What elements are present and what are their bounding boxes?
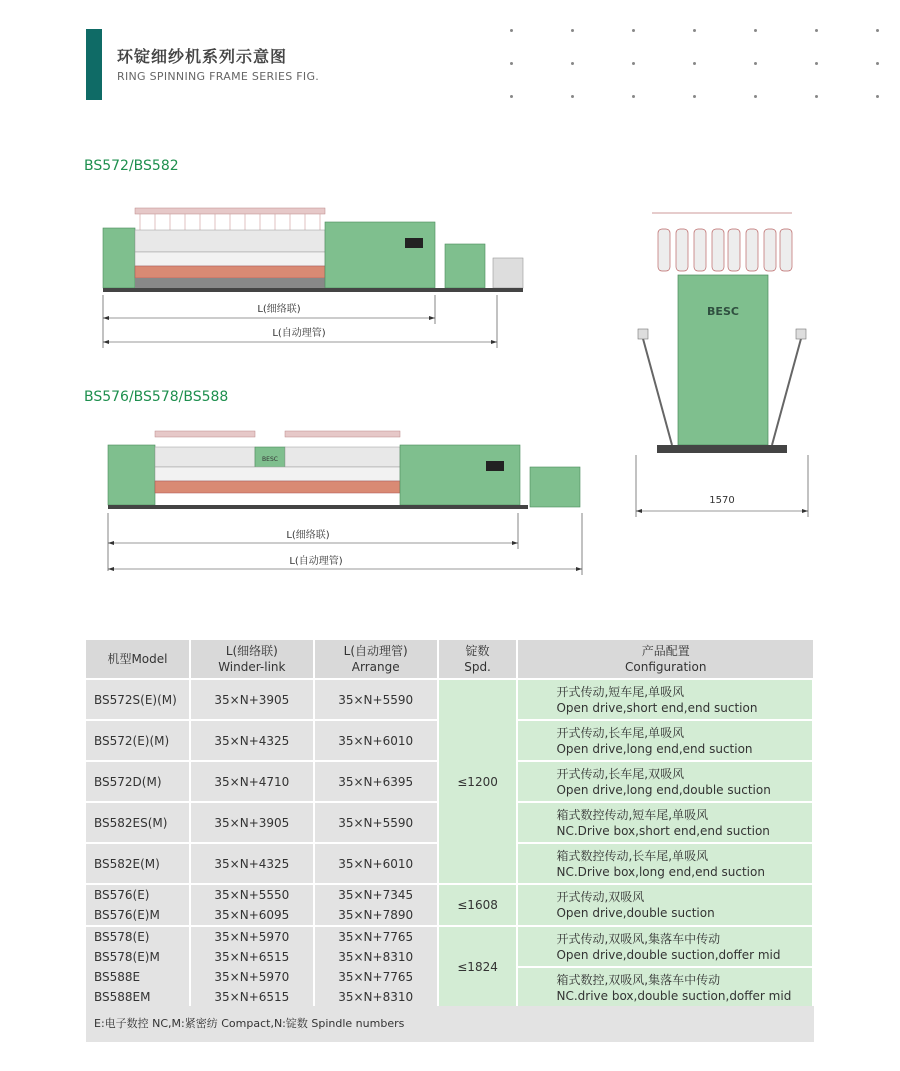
- cell-winder: 35×N+5550: [190, 884, 314, 905]
- dim-label-arrange: L(自动理管): [272, 328, 326, 339]
- decorative-dot: [632, 62, 635, 65]
- decorative-dot: [510, 62, 513, 65]
- cell-config: 开式传动,长车尾,双吸风 Open drive,long end,double suction: [517, 761, 813, 802]
- cell-arrange: 35×N+7890: [314, 905, 438, 926]
- decorative-dot: [876, 95, 879, 98]
- decorative-dot: [693, 62, 696, 65]
- decorative-dot: [876, 29, 879, 32]
- cell-winder: 35×N+6515: [190, 987, 314, 1007]
- cell-config: 开式传动,双吸风,集落车中传动 Open drive,double suction,doffer mid: [517, 926, 813, 967]
- cell-spd: ≤1608: [438, 884, 518, 926]
- cell-arrange: 35×N+6010: [314, 720, 438, 761]
- table-header-row: [86, 640, 813, 679]
- page-title: 环锭细纱机系列示意图: [117, 47, 288, 66]
- cell-winder: 35×N+4325: [190, 843, 314, 884]
- cell-winder: 35×N+6095: [190, 905, 314, 926]
- cell-winder: 35×N+4325: [190, 720, 314, 761]
- logo-besc-small: BESC: [262, 456, 278, 463]
- cell-spd: ≤1200: [438, 679, 518, 884]
- logo-besc: BESC: [707, 305, 739, 318]
- cell-config: 开式传动,长车尾,单吸风 Open drive,long end,end suction: [517, 720, 813, 761]
- cell-winder: 35×N+3905: [190, 802, 314, 843]
- decorative-dot: [876, 62, 879, 65]
- decorative-dot: [632, 95, 635, 98]
- col-header-spd: 锭数 Spd.: [438, 640, 518, 679]
- cell-winder: 35×N+5970: [190, 967, 314, 987]
- decorative-dot: [693, 95, 696, 98]
- decorative-dot: [815, 29, 818, 32]
- decorative-dot: [632, 29, 635, 32]
- cell-arrange: 35×N+5590: [314, 679, 438, 720]
- cell-arrange: 35×N+6395: [314, 761, 438, 802]
- cell-arrange: 35×N+5590: [314, 802, 438, 843]
- cell-winder: 35×N+4710: [190, 761, 314, 802]
- cell-model: BS578(E): [86, 926, 190, 947]
- decorative-dot: [815, 62, 818, 65]
- cell-arrange: 35×N+7765: [314, 926, 438, 947]
- cell-model: BS576(E): [86, 884, 190, 905]
- decorative-dot: [754, 29, 757, 32]
- dim-label-winder: L(细络联): [257, 304, 301, 315]
- cell-config: 箱式数控传动,短车尾,单吸风 NC.Drive box,short end,end suction: [517, 802, 813, 843]
- decorative-dot: [754, 95, 757, 98]
- cell-model: BS576(E)M: [86, 905, 190, 926]
- decorative-dot: [693, 29, 696, 32]
- decorative-dot: [510, 29, 513, 32]
- cell-model: BS582E(M): [86, 843, 190, 884]
- cell-config: 箱式数控传动,长车尾,单吸风 NC.Drive box,long end,end suction: [517, 843, 813, 884]
- section-label-bs576: BS576/BS578/BS588: [84, 389, 229, 405]
- dim-label-arrange-2: L(自动理管): [289, 556, 343, 567]
- cell-config: 开式传动,短车尾,单吸风 Open drive,short end,end suction: [517, 679, 813, 720]
- decorative-dot: [571, 29, 574, 32]
- decorative-dot: [754, 62, 757, 65]
- decorative-dot: [571, 62, 574, 65]
- footnote: E:电子数控 NC,M:紧密纺 Compact,N:锭数 Spindle numbers: [86, 1006, 814, 1042]
- cell-model: BS588EM: [86, 987, 190, 1007]
- title-accent-bar: [86, 29, 102, 100]
- cell-winder: 35×N+5970: [190, 926, 314, 947]
- decorative-dot-grid: [500, 20, 900, 110]
- cell-model: BS572(E)(M): [86, 720, 190, 761]
- cell-arrange: 35×N+7765: [314, 967, 438, 987]
- cell-winder: 35×N+6515: [190, 947, 314, 967]
- section-label-bs572: BS572/BS582: [84, 158, 179, 174]
- cell-model: BS578(E)M: [86, 947, 190, 967]
- cell-model: BS572S(E)(M): [86, 679, 190, 720]
- machine-diagram-bs576: [100, 425, 590, 580]
- table-row: [86, 679, 813, 720]
- cell-arrange: 35×N+7345: [314, 884, 438, 905]
- col-header-arrange: L(自动理管) Arrange: [314, 640, 438, 679]
- col-header-config: 产品配置 Configuration: [517, 640, 813, 679]
- cell-model: BS588E: [86, 967, 190, 987]
- spec-table: [86, 640, 814, 1007]
- cell-winder: 35×N+3905: [190, 679, 314, 720]
- cell-spd: ≤1824: [438, 926, 518, 1007]
- decorative-dot: [815, 95, 818, 98]
- cell-model: BS572D(M): [86, 761, 190, 802]
- dim-label-winder-2: L(细络联): [286, 530, 330, 541]
- cell-config: 箱式数控,双吸风,集落车中传动 NC.drive box,double suction,doffer mid: [517, 967, 813, 1007]
- page-subtitle: RING SPINNING FRAME SERIES FIG.: [117, 70, 320, 83]
- col-header-model: 机型Model: [86, 640, 190, 679]
- cell-model: BS582ES(M): [86, 802, 190, 843]
- table-row: [86, 926, 813, 947]
- cell-arrange: 35×N+8310: [314, 947, 438, 967]
- cell-arrange: 35×N+6010: [314, 843, 438, 884]
- cell-config: 开式传动,双吸风 Open drive,double suction: [517, 884, 813, 926]
- side-view-diagram: [632, 205, 812, 520]
- dim-label-1570: 1570: [709, 495, 735, 506]
- col-header-winder: L(细络联) Winder-link: [190, 640, 314, 679]
- decorative-dot: [510, 95, 513, 98]
- decorative-dot: [571, 95, 574, 98]
- table-row: [86, 884, 813, 905]
- cell-arrange: 35×N+8310: [314, 987, 438, 1007]
- machine-diagram-bs572: [95, 200, 535, 360]
